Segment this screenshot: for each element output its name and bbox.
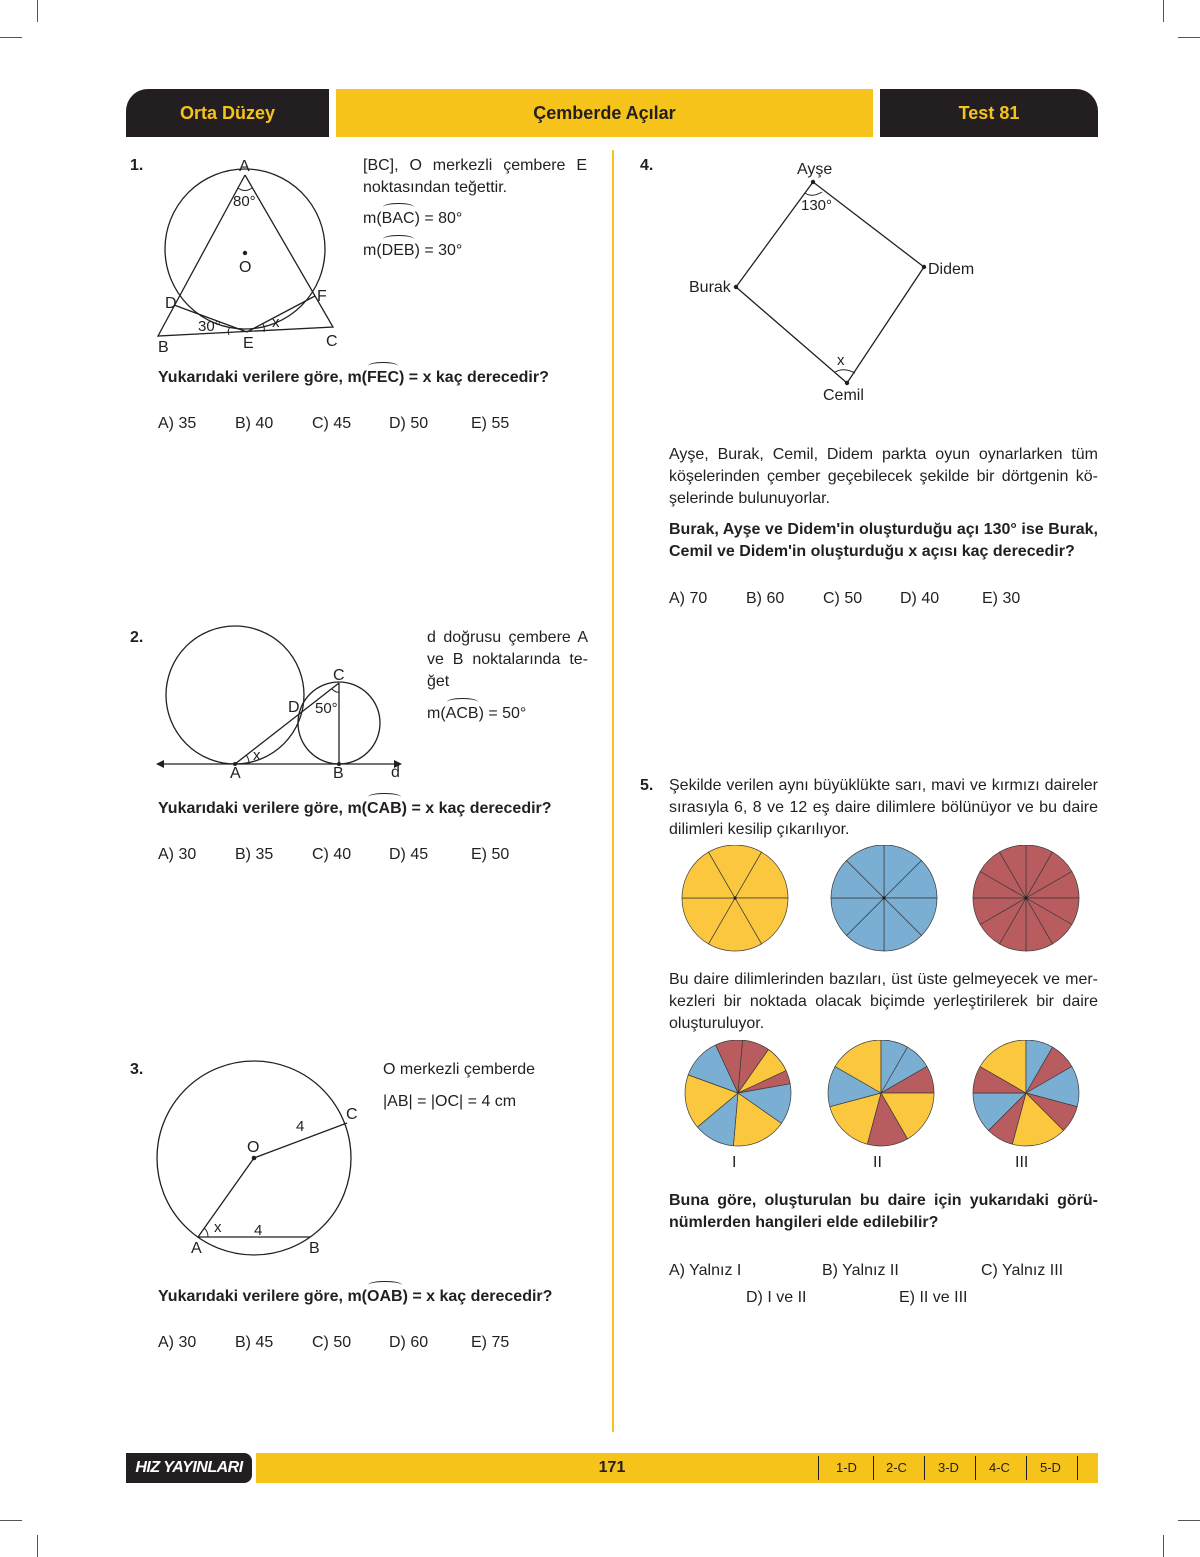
angle-x: x	[214, 1219, 222, 1236]
option-b[interactable]: B) Yalnız II	[822, 1262, 899, 1279]
question-number: 1.	[130, 157, 144, 174]
angle-e: 30°	[198, 318, 221, 335]
option-b[interactable]: B) 60	[746, 590, 785, 607]
option-c[interactable]: C) 50	[823, 590, 863, 607]
label-c: C	[333, 667, 345, 684]
label-e: E	[243, 335, 254, 352]
question-number: 2.	[130, 629, 144, 646]
q3-description: O merkezli çemberde	[383, 1061, 536, 1078]
option-b[interactable]: B) 40	[235, 415, 274, 432]
question-number: 5.	[640, 777, 654, 794]
label-b: B	[333, 765, 344, 782]
q5-composite-discs	[680, 1040, 1100, 1175]
length-oc: 4	[296, 1118, 305, 1135]
option-e[interactable]: E) II ve III	[899, 1289, 968, 1306]
center-dot	[882, 896, 885, 899]
option-a[interactable]: A) 30	[158, 846, 197, 863]
label-d: D	[288, 699, 300, 716]
label-iii: III	[1015, 1154, 1029, 1171]
label-cemil: Cemil	[823, 387, 864, 404]
divider	[818, 1456, 819, 1480]
option-e[interactable]: E) 30	[982, 590, 1021, 607]
question-number: 3.	[130, 1061, 144, 1078]
option-b[interactable]: B) 45	[235, 1334, 274, 1351]
q2-question: Yukarıdaki verilere göre, m(CAB) = x kaç derecedir?	[158, 798, 552, 820]
q2-description: d doğrusu çembere A ve B noktalarında te-ğet	[427, 629, 588, 690]
option-d[interactable]: D) I ve II	[746, 1289, 807, 1306]
q2-given: m(ACB) = 50°	[427, 703, 526, 725]
label-b: B	[158, 339, 169, 355]
label-b: B	[309, 1240, 320, 1257]
footer-bar	[256, 1453, 1098, 1483]
angle-x: x	[837, 352, 845, 369]
divider	[924, 1456, 925, 1480]
option-d[interactable]: D) 60	[389, 1334, 429, 1351]
option-c[interactable]: C) 50	[312, 1334, 352, 1351]
label-i: I	[732, 1154, 737, 1171]
divider	[1026, 1456, 1027, 1480]
composite-disc-i	[685, 1040, 791, 1146]
answer-key-4: 4-C	[989, 1460, 1010, 1475]
q4-options	[669, 590, 1059, 608]
test-label: Test 81	[880, 89, 1098, 137]
label-ayse: Ayşe	[797, 161, 833, 178]
q5-source-discs	[680, 845, 1100, 960]
label-a: A	[239, 158, 250, 175]
q3-figure	[150, 1055, 370, 1265]
crop-mark	[0, 1520, 22, 1521]
option-c[interactable]: C) 45	[312, 415, 352, 432]
angle-x: x	[272, 314, 280, 331]
option-d[interactable]: D) 40	[900, 590, 940, 607]
label-ii: II	[873, 1154, 882, 1171]
divider	[975, 1456, 976, 1480]
composite-disc-ii	[828, 1040, 934, 1146]
page-title: Çemberde Açılar	[336, 89, 873, 137]
blue-disc-8	[831, 845, 937, 951]
label-c: C	[326, 333, 338, 350]
label-o: O	[247, 1139, 260, 1156]
option-b[interactable]: B) 35	[235, 846, 274, 863]
angle-x: x	[253, 747, 261, 764]
option-e[interactable]: E) 55	[471, 415, 510, 432]
q1-description: [BC], O merkezli çembere E noktasından teğettir.	[363, 157, 587, 196]
q1-given-1: m(BAC) = 80°	[363, 208, 462, 230]
crop-mark	[0, 37, 22, 38]
option-c[interactable]: C) 40	[312, 846, 352, 863]
option-a[interactable]: A) 30	[158, 1334, 197, 1351]
column-divider	[612, 150, 614, 1432]
composite-disc-iii	[973, 1040, 1079, 1146]
q1-figure	[150, 155, 350, 355]
label-c: C	[346, 1106, 358, 1123]
center-dot	[1024, 896, 1027, 899]
option-d[interactable]: D) 50	[389, 415, 429, 432]
q5-text-1: Şekilde verilen aynı büyüklükte sarı, mavi ve kırmızı daireler sırasıyla 6, 8 ve 12 eş daire dilimlere bölünüyor ve bu daire dilimleri kesilip çıkarılıyor.	[669, 777, 1098, 838]
crop-mark	[1163, 1535, 1164, 1557]
q3-options	[158, 1334, 548, 1352]
q4-text: Ayşe, Burak, Cemil, Didem parkta oyun oynarlarken tüm köşelerinden çember geçebilecek şekilde bir dörtgenin kö-şelerinde bulunuyorlar.	[669, 446, 1098, 507]
q2-options	[158, 846, 548, 864]
option-d[interactable]: D) 45	[389, 846, 429, 863]
label-didem: Didem	[928, 261, 975, 278]
publisher-logo: HIZ YAYINLARI	[126, 1453, 252, 1483]
answer-key-1: 1-D	[836, 1460, 857, 1475]
q1-question: Yukarıdaki verilere göre, m(FEC) = x kaç derecedir?	[158, 367, 549, 389]
q4-question: Burak, Ayşe ve Didem'in oluşturduğu açı 130° ise Burak, Cemil ve Didem'in oluşturduğu x açısı kaç derecedir?	[669, 521, 1098, 560]
q5-text-2: Bu daire dilimlerinden bazıları, üst üste gelmeyecek ve mer-kezleri bir noktada olacak biçimde yerleştirilerek bir daire oluşturuluyor.	[669, 971, 1098, 1032]
angle-130: 130°	[801, 197, 833, 214]
q1-options	[158, 415, 548, 433]
crop-mark	[1163, 0, 1164, 22]
option-e[interactable]: E) 75	[471, 1334, 510, 1351]
crop-mark	[37, 1535, 38, 1557]
center-dot	[733, 896, 736, 899]
label-d: D	[165, 295, 177, 312]
q2-figure	[150, 620, 420, 790]
divider	[1077, 1456, 1078, 1480]
option-c[interactable]: C) Yalnız III	[981, 1262, 1064, 1279]
option-a[interactable]: A) 35	[158, 415, 197, 432]
answer-key-3: 3-D	[938, 1460, 959, 1475]
crop-mark	[37, 0, 38, 22]
answer-key-2: 2-C	[886, 1460, 907, 1475]
answer-key-5: 5-D	[1040, 1460, 1061, 1475]
divider	[873, 1456, 874, 1480]
option-a[interactable]: A) Yalnız I	[669, 1262, 742, 1279]
angle-a: 80°	[233, 193, 256, 210]
question-number: 4.	[640, 157, 654, 174]
angle-c: 50°	[315, 700, 338, 717]
q1-given-2: m(DEB) = 30°	[363, 240, 462, 262]
crop-mark	[1178, 37, 1200, 38]
yellow-disc-6	[682, 845, 788, 951]
label-d-line: d	[391, 764, 400, 781]
option-e[interactable]: E) 50	[471, 846, 510, 863]
label-a: A	[230, 765, 241, 782]
option-a[interactable]: A) 70	[669, 590, 708, 607]
label-a: A	[191, 1240, 202, 1257]
q4-figure	[680, 155, 1000, 415]
page-number: 171	[598, 1459, 626, 1476]
crop-mark	[1178, 1520, 1200, 1521]
label-burak: Burak	[689, 279, 731, 296]
q3-given: |AB| = |OC| = 4 cm	[383, 1093, 517, 1110]
level-label: Orta Düzey	[126, 89, 329, 137]
q3-question: Yukarıdaki verilere göre, m(OAB) = x kaç derecedir?	[158, 1286, 552, 1308]
q5-question: Buna göre, oluşturulan bu daire için yukarıdaki görü-nümlerden hangileri elde edilebilir?	[669, 1192, 1098, 1231]
length-ab: 4	[254, 1222, 263, 1239]
label-o: O	[239, 259, 252, 276]
red-disc-12	[973, 845, 1079, 951]
label-f: F	[317, 288, 327, 305]
